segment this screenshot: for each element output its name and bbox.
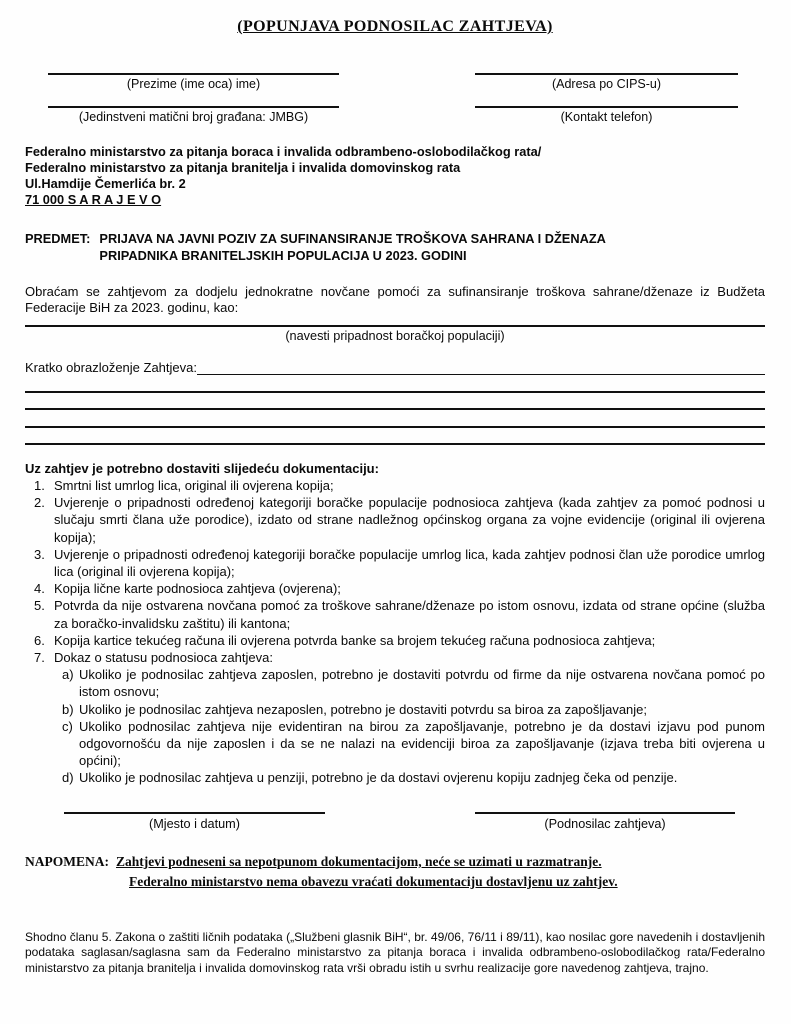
note-block [25,852,765,892]
subject-label: PREDMET: [25,231,91,246]
doc-subitem-b-text: Ukoliko je podnosilac zahtjeva nezaposlen, potrebno je dostaviti potvrdu sa biroa za zapošljavanje; [79,701,648,717]
recipient-line-3: Ul.Hamdije Čemerlića br. 2 [25,176,186,191]
doc-item-4-text: Kopija lične karte podnosioca zahtjeva (ovjerena); [54,581,341,597]
name-field-label: (Prezime (ime oca) ime) [126,77,261,91]
recipient-address-block [25,144,765,208]
explanation-label: Kratko obrazloženje Zahtjeva: [25,360,197,375]
field-jmbg [48,103,339,124]
required-documents-section [25,460,765,787]
note-label: NAPOMENA: [25,853,109,869]
note-line-1: Zahtjevi podneseni sa nepotpunom dokumentacijom, neće se uzimati u razmatranje. [116,853,602,869]
place-date-label: (Mjesto i datum) [149,816,240,831]
explanation-input-line-5 [25,428,765,446]
doc-item-6 [25,632,765,649]
doc-subitem-b [25,701,765,718]
doc-subitem-a-letter: a) [62,667,74,683]
doc-item-2-number: 2. [34,495,45,511]
doc-item-6-number: 6. [34,632,45,648]
doc-item-2-text: Uvjerenje o pripadnosti određenoj kategoriji boračke populacije podnosioca zahtjeva (kada zahtjev za pomoć podnosi u slučaju smrti člana uže porodice), izdato od strane nadležnog općinskog organa za vojne evidencije (original ili ovjerena kopija); [54,495,765,545]
doc-item-3 [25,546,765,580]
recipient-line-2: Federalno ministarstvo za pitanja branitelja i invalida domovinskog rata [25,160,461,175]
note-line-2: Federalno ministarstvo nema obavezu vraćati dokumentaciju dostavljenu uz zahtjev. [129,873,618,889]
subject-line-2: PRIPADNIKA BRANITELJSKIH POPULACIJA U 2023. GODINI [99,248,467,263]
population-caption: (navesti pripadnost boračkoj populaciji) [285,329,505,343]
subject-line-1: PRIJAVA NA JAVNI POZIV ZA SUFINANSIRANJE TROŠKOVA SAHRANA I DŽENAZA [99,231,606,246]
applicant-signature-field [475,809,735,831]
fields-row-2 [25,103,765,124]
intro-paragraph: Obraćam se zahtjevom za dodjelu jednokratne novčane pomoći za sufinansiranje troškova sahrane/dženaze iz Budžeta Federacije BiH za 2023. godinu, kao: [25,284,765,315]
doc-subitem-d-letter: d) [62,770,74,786]
doc-item-4-number: 4. [34,581,45,597]
doc-item-5 [25,597,765,631]
doc-subitem-b-letter: b) [62,701,74,717]
doc-item-3-text: Uvjerenje o pripadnosti određenoj kategoriji boračke populacije umrlog lica, kada zahtjev podnosi član uže porodice umrlog lica (original ili ovjerena kopija); [54,546,765,580]
field-address [475,70,738,91]
explanation-label-row [25,360,765,375]
doc-item-5-number: 5. [34,598,45,614]
recipient-city: 71 000 S A R A J E V O [25,192,162,207]
explanation-input-line-2 [25,375,765,393]
doc-subitem-a [25,666,765,700]
doc-subitem-c-text: Ukoliko podnosilac zahtjeva nije evidentiran na birou za zapošljavanje, potrebno je da dostavi izjavu pod punom odgovornošću da nije zaposlen i da se ne nalazi na evidenciji biroa za zapošljavanje (izjava treba biti ovjerena u općini); [79,718,765,769]
explanation-input-line-4 [25,410,765,428]
signature-section [25,809,765,831]
subject-text [99,230,605,264]
jmbg-field-label: (Jedinstveni matični broj građana: JMBG) [78,110,309,124]
doc-item-1 [25,477,765,494]
page-title: (POPUNJAVA PODNOSILAC ZAHTJEVA) [237,18,553,35]
recipient-line-4 [25,192,765,208]
doc-subitem-c-letter: c) [62,718,73,734]
phone-field-label: (Kontakt telefon) [560,110,653,124]
doc-item-2 [25,494,765,546]
doc-subitem-d-text: Ukoliko je podnosilac zahtjeva u penziji, potrebno je da dostavi ovjerenu kopiju zadnjeg čeka od penzije. [79,770,678,786]
doc-item-6-text: Kopija kartice tekućeg računa ili ovjerena potvrda banke sa brojem tekućeg računa podnosioca zahtjeva; [54,632,656,648]
subject-block [25,230,765,264]
recipient-line-1: Federalno ministarstvo za pitanja boraca i invalida odbrambeno-oslobodilačkog rata/ [25,144,542,159]
doc-item-7-number: 7. [34,650,45,666]
place-date-field [64,809,325,831]
address-field-label: (Adresa po CIPS-u) [551,77,662,91]
applicant-fields-section [25,70,765,124]
doc-item-1-text: Smrtni list umrlog lica, original ili ovjerena kopija; [54,478,334,493]
doc-item-7 [25,649,765,666]
field-phone [475,103,738,124]
doc-item-7-text: Dokaz o statusu podnosioca zahtjeva: [54,650,273,666]
doc-subitem-a-text: Ukoliko je podnosilac zahtjeva zaposlen, potrebno je dostaviti potvrdu od firme da nije ostvarena novčana pomoć po istom osnovu; [79,667,765,700]
fields-row-1 [25,70,765,91]
applicant-signature-label: (Podnosilac zahtjeva) [544,816,666,831]
doc-subitem-c [25,718,765,770]
population-input-line [25,316,765,327]
explanation-input-line-1 [197,360,765,375]
doc-item-3-number: 3. [34,546,45,562]
data-protection-consent-paragraph: Shodno članu 5. Zakona o zaštiti ličnih podataka („Službeni glasnik BiH“, br. 49/06, 76/11 i 89/11), kao nosilac gore navedenih i dostavljenih podataka saglasan/saglasna sam da Federalno ministarstvo za pitanja boraca i invalida odbrambeno-oslobodilačkog rata/Federalno ministarstvo za pitanja branitelja i invalida domovinskog rata vrši obradu istih u svrhu realizacije gore navedenog zahtjeva, trajno. [25,929,765,975]
doc-item-5-text: Potvrda da nije ostvarena novčana pomoć za troškove sahrane/dženaze po istom osnovu, izdata od strane općine (služba za boračko-invalidsku zaštitu) ili kantona; [54,598,765,631]
explanation-input-line-3 [25,393,765,411]
doc-subitem-d [25,769,765,786]
note-text [116,852,618,892]
field-name [48,70,339,91]
doc-item-1-number: 1. [34,478,45,493]
explanation-section [25,360,765,445]
documents-heading: Uz zahtjev je potrebno dostaviti slijedeću dokumentaciju: [25,461,379,476]
doc-item-4 [25,580,765,597]
